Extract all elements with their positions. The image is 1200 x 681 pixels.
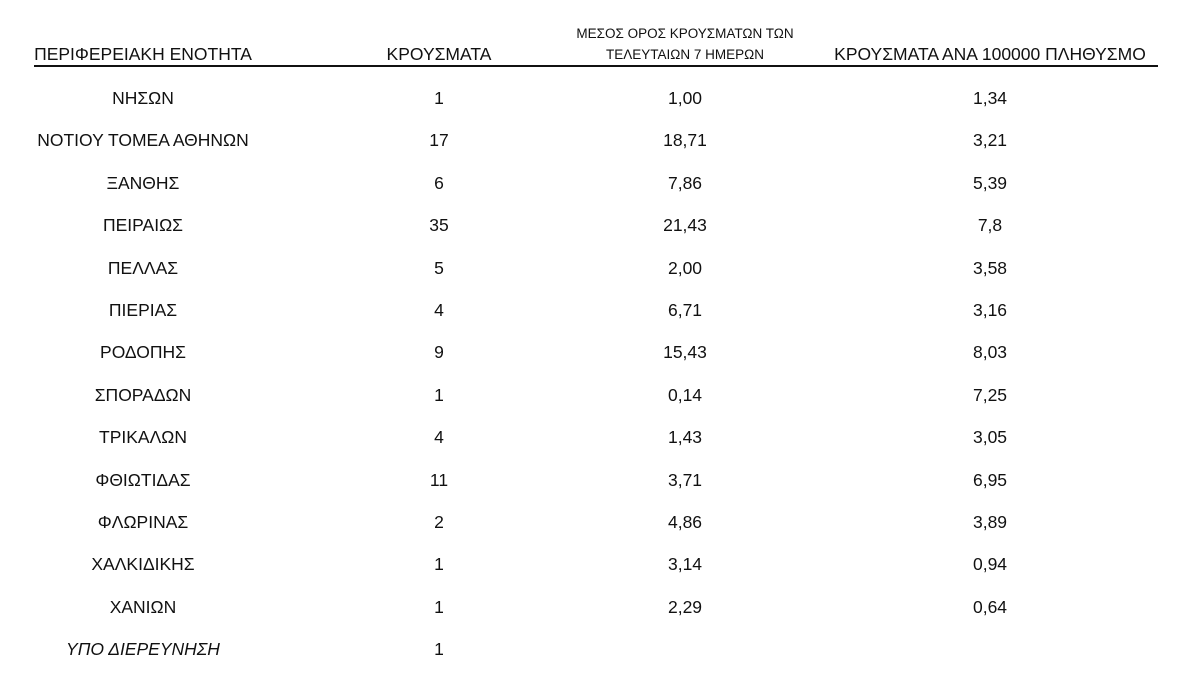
region-cell: ΠΙΕΡΙΑΣ (108, 299, 178, 320)
region-cell: ΦΛΩΡΙΝΑΣ (97, 511, 189, 532)
region-cell: ΠΕΙΡΑΙΩΣ (103, 215, 183, 236)
header-divider (34, 65, 1158, 67)
table-row (0, 162, 1200, 204)
cases-per-100k-column-header: ΚΡΟΥΣΜΑΤΑ ΑΝΑ 100000 ΠΛΗΘΥΣΜΟ (834, 44, 1146, 64)
cases-per-100k-cell: 5,39 (972, 172, 1008, 193)
cases-column-header: ΚΡΟΥΣΜΑΤΑ (386, 44, 492, 64)
cases-cell: 9 (434, 342, 444, 363)
table-row (0, 119, 1200, 161)
region-cell: ΥΠΟ ΔΙΕΡΕΥΝΗΣΗ (66, 639, 220, 660)
region-cell: ΝΗΣΩΝ (112, 88, 174, 108)
cases-cell: 1 (434, 639, 444, 660)
table-row (0, 628, 1200, 670)
table-row (0, 331, 1200, 373)
seven-day-average-cell: 2,00 (667, 257, 703, 278)
table-row (0, 204, 1200, 246)
region-cell: ΧΑΛΚΙΔΙΚΗΣ (91, 554, 195, 575)
table-row (0, 416, 1200, 458)
seven-day-average-cell: 15,43 (663, 342, 707, 363)
seven-day-average-cell: 1,00 (667, 88, 703, 108)
cases-cell: 2 (434, 511, 444, 532)
table-row (0, 459, 1200, 501)
seven-day-average-cell: 21,43 (663, 215, 707, 236)
table-row (0, 289, 1200, 331)
cases-per-100k-cell: 6,95 (972, 469, 1008, 490)
seven-day-average-cell: 0,14 (667, 384, 703, 405)
seven-day-average-header-line-1: ΜΕΣΟΣ ΟΡΟΣ ΚΡΟΥΣΜΑΤΩΝ ΤΩΝ (576, 26, 794, 41)
seven-day-average-cell: 1,43 (667, 427, 703, 448)
cases-per-100k-cell: 1,34 (972, 88, 1008, 108)
cases-per-100k-cell: 8,03 (972, 342, 1008, 363)
table-row (0, 374, 1200, 416)
cases-per-100k-cell (890, 628, 1090, 670)
region-cell: ΞΑΝΘΗΣ (106, 172, 180, 193)
cases-cell: 17 (429, 130, 449, 151)
table-row (0, 501, 1200, 543)
table-body (0, 77, 1200, 670)
table-row (0, 543, 1200, 585)
cases-cell: 6 (434, 172, 444, 193)
cases-per-100k-cell: 3,21 (972, 130, 1008, 151)
seven-day-average-cell: 3,71 (667, 469, 703, 490)
cases-per-100k-cell: 3,89 (972, 511, 1008, 532)
table-row (0, 247, 1200, 289)
seven-day-average-cell: 2,29 (667, 596, 703, 617)
region-cell: ΤΡΙΚΑΛΩΝ (99, 427, 187, 448)
cases-per-100k-cell: 0,94 (972, 554, 1008, 575)
cases-cell: 4 (434, 427, 444, 448)
region-cell: ΦΘΙΩΤΙΔΑΣ (95, 469, 191, 490)
seven-day-average-column-header (565, 23, 805, 65)
cases-cell: 1 (434, 88, 444, 108)
cases-cell: 11 (429, 469, 449, 490)
cases-cell: 35 (429, 215, 449, 236)
cases-per-100k-cell: 7,25 (972, 384, 1008, 405)
region-cell: ΧΑΝΙΩΝ (109, 596, 177, 617)
cases-cell: 1 (434, 384, 444, 405)
seven-day-average-cell: 3,14 (667, 554, 703, 575)
region-cell: ΠΕΛΛΑΣ (107, 257, 179, 278)
cases-per-100k-cell: 3,58 (972, 257, 1008, 278)
cases-per-100k-cell: 3,16 (972, 299, 1008, 320)
seven-day-average-cell: 4,86 (667, 511, 703, 532)
seven-day-average-cell: 6,71 (667, 299, 703, 320)
seven-day-average-cell: 18,71 (663, 130, 707, 151)
region-column-header: ΠΕΡΙΦΕΡΕΙΑΚΗ ΕΝΟΤΗΤΑ (34, 44, 252, 64)
cases-cell: 5 (434, 257, 444, 278)
cases-cell: 4 (434, 299, 444, 320)
table-row (0, 77, 1200, 119)
cases-cell: 1 (434, 596, 444, 617)
seven-day-average-cell: 7,86 (667, 172, 703, 193)
region-cell: ΝΟΤΙΟΥ ΤΟΜΕΑ ΑΘΗΝΩΝ (37, 130, 249, 151)
seven-day-average-cell (565, 628, 805, 670)
region-cell: ΣΠΟΡΑΔΩΝ (94, 384, 192, 405)
cases-per-100k-cell: 0,64 (972, 596, 1008, 617)
cases-per-100k-cell: 3,05 (972, 427, 1008, 448)
seven-day-average-header-line-2: ΤΕΛΕΥΤΑΙΩΝ 7 ΗΜΕΡΩΝ (606, 47, 764, 62)
cases-per-100k-cell: 7,8 (977, 215, 1003, 236)
cases-cell: 1 (434, 554, 444, 575)
table-row (0, 586, 1200, 628)
region-cell: ΡΟΔΟΠΗΣ (100, 342, 186, 363)
